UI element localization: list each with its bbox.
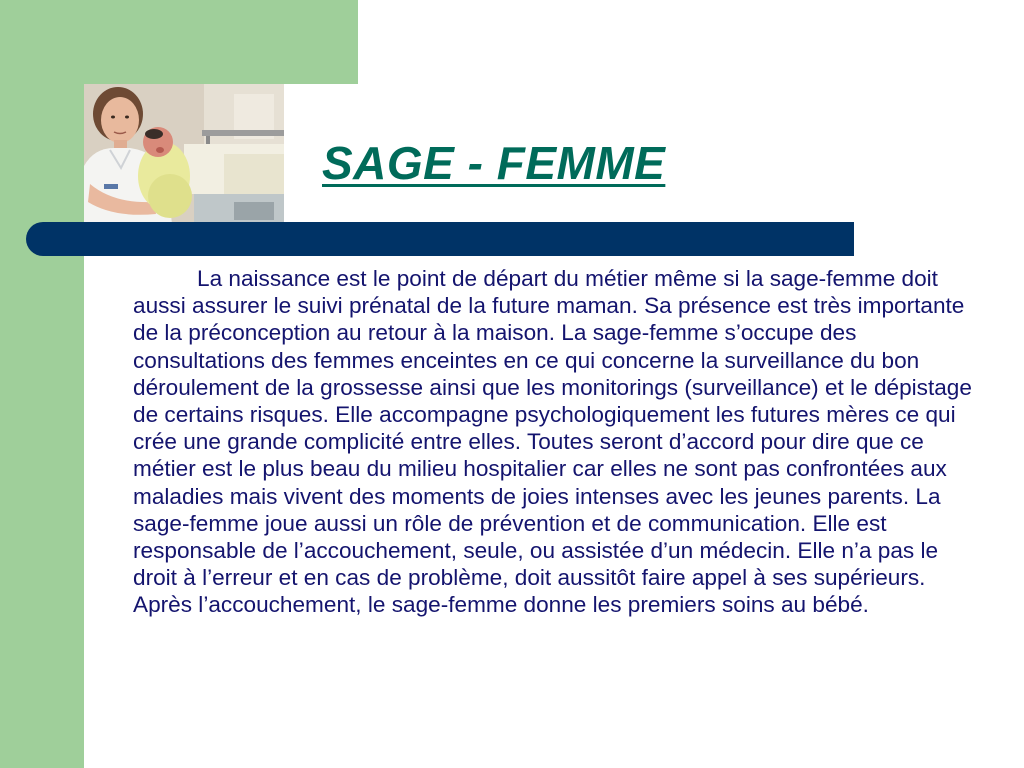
midwife-photo xyxy=(84,84,284,224)
slide-title: SAGE - FEMME xyxy=(322,137,666,189)
title-divider-bar xyxy=(26,222,854,256)
green-side-band xyxy=(0,0,84,768)
slide-body-text: La naissance est le point de départ du métier même si la sage-femme doit aussi assurer le suivi prénatal de la future maman. Sa présence est très importante de la préconception au retour à la maison. La sage-femme s’occupe des consultations des femmes enceintes en ce qui concerne la surveillance du bon déroulement de la grossesse ainsi que les monitorings (surveillance) et le dépistage de certains risques. Elle accompagne psychologiquement les futures mères ce qui crée une grande complicité entre elles. Toutes seront d’accord pour dire que ce métier est le plus beau du milieu hospitalier car elles ne sont pas confrontées aux maladies mais vivent des moments de joies intenses avec les jeunes parents. La sage-femme joue aussi un rôle de prévention et de communication. Elle est responsable de l’accouchement, seule, ou assistée d’un médecin. Elle n’a pas le droit à l’erreur et en cas de problème, doit aussitôt faire appel à ses supérieurs. Après l’accouchement, le sage-femme donne les premiers soins au bébé. xyxy=(133,266,972,618)
